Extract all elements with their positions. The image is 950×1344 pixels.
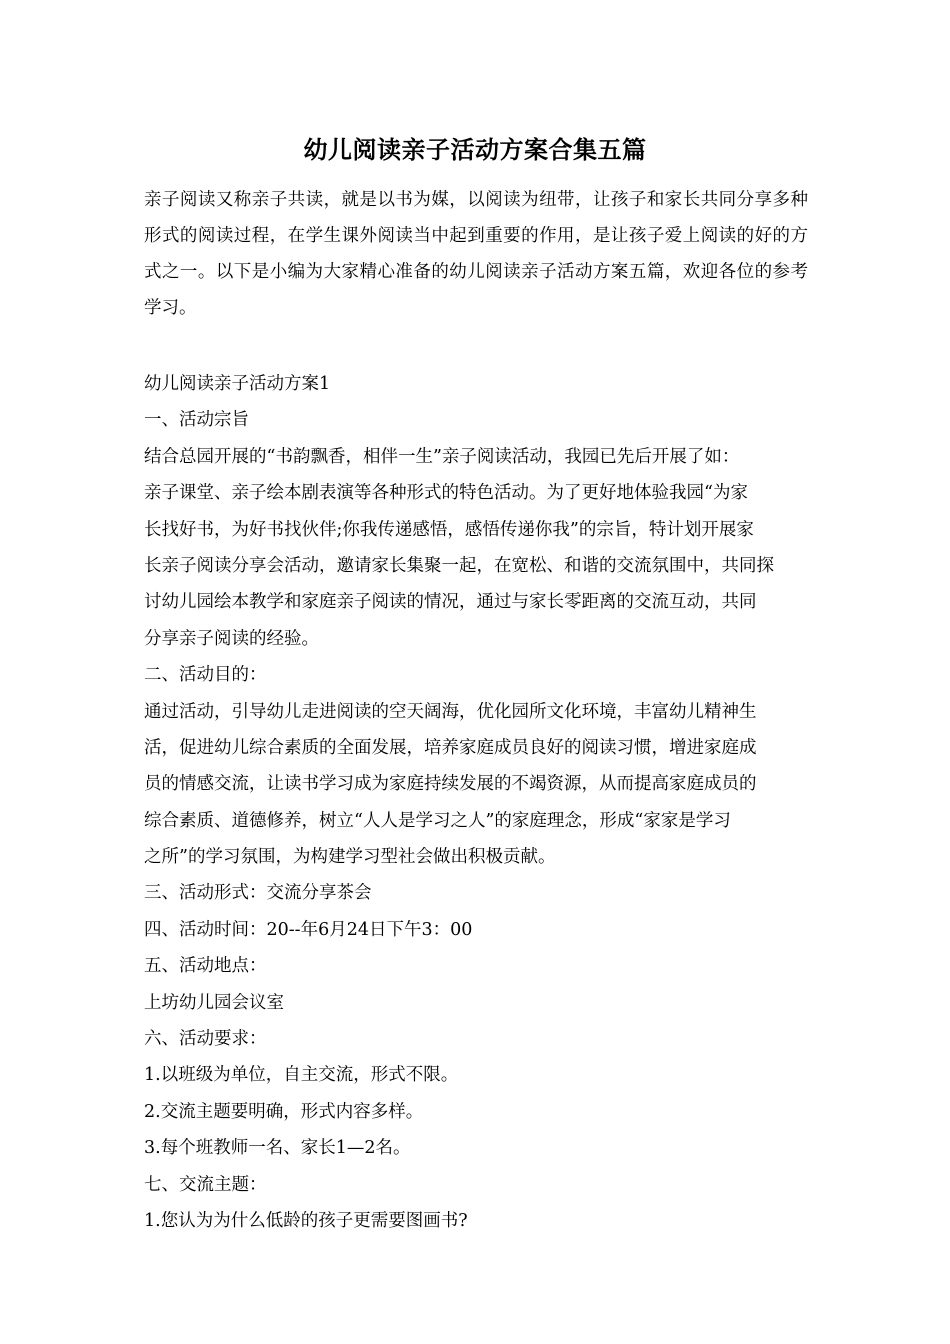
- text-line: 之所”的学习氛围，为构建学习型社会做出积极贡献。: [144, 847, 556, 868]
- text-line: 通过活动，引导幼儿走进阅读的空天阔海，优化园所文化环境，丰富幼儿精神生: [144, 701, 757, 722]
- heading-topics: 七、交流主题：: [144, 1174, 267, 1195]
- heading-format: 三、活动形式：交流分享茶会: [144, 883, 372, 904]
- heading-location: 五、活动地点：: [144, 956, 267, 977]
- heading-goal: 二、活动目的：: [144, 665, 267, 686]
- heading-purpose: 一、活动宗旨: [144, 410, 249, 431]
- document-title: 幼儿阅读亲子活动方案合集五篇: [303, 136, 647, 164]
- text-line: 长找好书，为好书找伙伴;你我传递感悟，感悟传递你我”的宗旨，特计划开展家: [144, 519, 754, 540]
- list-item: 1.以班级为单位，自主交流，形式不限。: [144, 1065, 459, 1086]
- text-line: 上坊幼儿园会议室: [144, 992, 284, 1013]
- intro-paragraph: 亲子阅读又称亲子共读，就是以书为媒，以阅读为纽带，让孩子和家长共同分享多种形式的阅读过程，在学生课外阅读当中起到重要的作用，是让孩子爱上阅读的好的方式之一。以下是小编为大家精心准备的幼儿阅读亲子活动方案五篇，欢迎各位的参考学习。: [144, 190, 808, 318]
- text-line: 结合总园开展的“书韵飘香，相伴一生”亲子阅读活动，我园已先后开展了如：: [144, 446, 740, 467]
- text-line: 综合素质、道德修养，树立“人人是学习之人”的家庭理念，形成“家家是学习: [144, 810, 731, 831]
- heading-time: 四、活动时间：20--年6月24日下午3：00: [144, 919, 473, 940]
- list-item: 2.交流主题要明确，形式内容多样。: [144, 1101, 424, 1122]
- text-line: 亲子课堂、亲子绘本剧表演等各种形式的特色活动。为了更好地体验我园“为家: [144, 483, 748, 504]
- text-line: 长亲子阅读分享会活动，邀请家长集聚一起，在宽松、和谐的交流氛围中，共同探: [144, 555, 774, 576]
- text-line: 讨幼儿园绘本教学和家庭亲子阅读的情况，通过与家长零距离的交流互动，共同: [144, 592, 757, 613]
- text-line: 分享亲子阅读的经验。: [144, 628, 319, 649]
- body-text: [144, 366, 808, 1239]
- list-item: 3.每个班教师一名、家长1—2名。: [144, 1138, 411, 1159]
- list-item: 1.您认为为什么低龄的孩子更需要图画书?: [144, 1210, 468, 1231]
- text-line: 员的情感交流，让读书学习成为家庭持续发展的不竭资源，从而提高家庭成员的: [144, 774, 757, 795]
- text-line: 活，促进幼儿综合素质的全面发展，培养家庭成员良好的阅读习惯，增进家庭成: [144, 737, 757, 758]
- heading-requirements: 六、活动要求：: [144, 1029, 267, 1050]
- section-heading: 幼儿阅读亲子活动方案1: [144, 374, 331, 394]
